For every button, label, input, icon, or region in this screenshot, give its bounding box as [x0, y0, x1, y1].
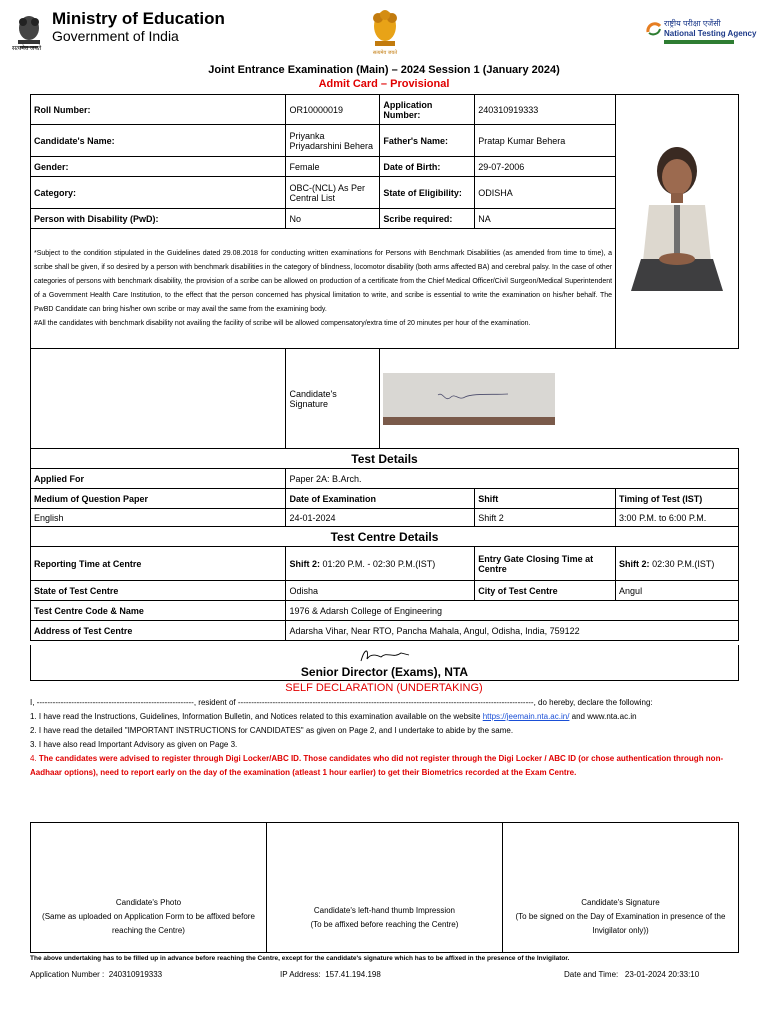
declaration-line-4: 4. The candidates were advised to register through Digi Locker/ABC ID. Those candidates who did not register through the Digi Locker / ABC ID (or chose authentication through non-Aadhaar options), need to report early on the day of the examination (atleast 1 hour earlier) to get their Biometrics recorded at the Exam Centre.	[30, 754, 724, 777]
admit-card-table	[30, 94, 739, 641]
shift-label: Shift	[475, 489, 616, 509]
shift-value: Shift 2	[475, 509, 616, 527]
centre-address-value: Adarsha Vihar, Near RTO, Pancha Mahala, Angul, Odisha, India, 759122	[286, 621, 739, 641]
signature-blank-cell	[31, 349, 286, 449]
category-label: Category:	[31, 177, 286, 209]
undertaking-footnote: The above undertaking has to be filled up in advance before reaching the Centre, except for the candidate's signature which has to be affixed in the presence of the Invigilator.	[30, 955, 570, 962]
gate-closing-value: Shift 2: 02:30 P.M.(IST)	[616, 547, 739, 581]
signature-box-title: Candidate's Signature	[581, 898, 660, 907]
pwd-note-1: *Subject to the condition stipulated in the Guidelines dated 29.08.2018 for conducting written examinations for Persons with Benchmark Disabilities (as amended from time to time), a scribe shall be given, if so desired by a person with benchmark disabilities in the category of blindness, locomotor disability (both arms affected BA) and cerebral palsy. In the case of other categories of persons with benchmark disability, the provision of a scribe can be allowed on production of a certificate from the Chief Medical Officer/Civil Surgeon/Medical Superintendent of a Government Health Care Institution, to the effect that the person concerned has physical limitation to write, and scribe is essential to write the examination on his/her behalf. The PwBD Candidate can bring his/her own scribe or may avail the same from the examining body.	[34, 249, 613, 313]
eligibility-label: State of Eligibility:	[380, 177, 475, 209]
nta-hindi-name: राष्ट्रीय परीक्षा एजेंसी	[664, 19, 721, 28]
ministry-title: Ministry of Education	[52, 9, 225, 28]
government-subtitle: Government of India	[52, 28, 179, 44]
centre-code-value: 1976 & Adarsh College of Engineering	[286, 601, 739, 621]
signature-box-note: (To be signed on the Day of Examination in presence of the Invigilator only))	[515, 912, 726, 935]
dob-label: Date of Birth:	[380, 157, 475, 177]
jeemain-website-link[interactable]: https://jeemain.nta.ac.in/	[482, 712, 570, 721]
nta-underline	[664, 40, 734, 44]
exam-date-value: 24-01-2024	[286, 509, 475, 527]
candidate-photo-cell	[616, 95, 739, 349]
signature-box	[502, 823, 738, 953]
photo-box-note: (Same as uploaded on Application Form to be affixed before reaching the Centre)	[42, 912, 255, 935]
thumb-box-title: Candidate's left-hand thumb Impression	[313, 906, 456, 915]
centre-code-label: Test Centre Code & Name	[31, 601, 286, 621]
declaration-title: SELF DECLARATION (UNDERTAKING)	[285, 682, 483, 694]
candidate-name-label: Candidate's Name:	[31, 125, 286, 157]
page-header	[0, 0, 768, 62]
admit-card-title: Admit Card – Provisional	[318, 78, 450, 90]
test-centre-title: Test Centre Details	[31, 527, 739, 547]
declaration-line-3: 3. I have also read Important Advisory as given on Page 3.	[30, 740, 238, 749]
scribe-label: Scribe required:	[380, 209, 475, 229]
footer-date-time: Date and Time: 23-01-2024 20:33:10	[564, 970, 700, 979]
test-details-title: Test Details	[31, 449, 739, 469]
timing-value: 3:00 P.M. to 6:00 P.M.	[616, 509, 739, 527]
gate-closing-label: Entry Gate Closing Time at Centre	[475, 547, 616, 581]
moe-motto: सत्यमेव जयते	[12, 46, 42, 52]
undertaking-boxes	[30, 822, 739, 953]
footer-application-number: Application Number : 240310919333	[30, 970, 163, 979]
declaration-line-1: 1. I have read the Instructions, Guidelines, Information Bulletin, and Notices related to this examination available on the website https://jeemain.nta.ac.in/ and www.nta.ac.in	[30, 712, 637, 721]
roll-number-value: OR10000019	[286, 95, 380, 125]
pwd-note	[31, 229, 616, 349]
page-footer	[30, 970, 740, 979]
reporting-time-value: Shift 2: 01:20 P.M. - 02:30 P.M.(IST)	[286, 547, 475, 581]
candidate-signature-image	[383, 373, 555, 425]
photo-box	[31, 823, 267, 953]
dob-value: 29-07-2006	[475, 157, 616, 177]
director-signature-scribble	[355, 645, 415, 665]
centre-address-label: Address of Test Centre	[31, 621, 286, 641]
father-name-value: Pratap Kumar Behera	[475, 125, 616, 157]
eligibility-value: ODISHA	[475, 177, 616, 209]
pwd-note-2: #All the candidates with benchmark disability not availing the facility of scribe will be allowed compensatory/extra time of 20 minutes per hour of the examination.	[34, 319, 531, 327]
signature-scribble	[383, 373, 555, 425]
declaration-line-2: 2. I have read the detailed "IMPORTANT INSTRUCTIONS for CANDIDATES" as given on Page 2, and I undertake to abide by the same.	[30, 726, 514, 735]
declaration-body	[30, 696, 740, 780]
centre-state-value: Odisha	[286, 581, 475, 601]
centre-state-label: State of Test Centre	[31, 581, 286, 601]
father-name-label: Father's Name:	[380, 125, 475, 157]
applied-for-label: Applied For	[31, 469, 286, 489]
director-signature-block	[30, 645, 739, 681]
centre-city-value: Angul	[616, 581, 739, 601]
applied-for-value: Paper 2A: B.Arch.	[286, 469, 739, 489]
exam-date-label: Date of Examination	[286, 489, 475, 509]
nta-logo-icon	[646, 20, 662, 36]
photo-box-title: Candidate's Photo	[115, 898, 182, 907]
exam-title: Joint Entrance Examination (Main) – 2024 Session 1 (January 2024)	[208, 64, 560, 76]
nta-logo	[646, 18, 756, 38]
timing-label: Timing of Test (IST)	[616, 489, 739, 509]
declaration-line-0: I, -----------------------------------------------------------, resident of ---------------------------------------------------------------------------------------------------------------, do hereby, declare the following:	[30, 698, 653, 707]
thumb-box-note: (To be affixed before reaching the Centre)	[310, 920, 459, 929]
candidate-name-value: Priyanka Priyadarshini Behera	[286, 125, 380, 157]
reporting-time-label: Reporting Time at Centre	[31, 547, 286, 581]
centre-city-label: City of Test Centre	[475, 581, 616, 601]
signature-label: Candidate's Signature	[286, 349, 380, 449]
director-signature	[31, 645, 738, 665]
emblem-motto: सत्यमेव जयते	[372, 50, 398, 56]
director-title: Senior Director (Exams), NTA	[300, 665, 469, 679]
application-number-value: 240310919333	[475, 95, 616, 125]
medium-value: English	[31, 509, 286, 527]
footer-ip-address: IP Address: 157.41.194.198	[280, 970, 381, 979]
thumb-box	[266, 823, 502, 953]
gender-label: Gender:	[31, 157, 286, 177]
category-value: OBC-(NCL) As Per Central List	[286, 177, 380, 209]
pwd-value: No	[286, 209, 380, 229]
medium-label: Medium of Question Paper	[31, 489, 286, 509]
nta-english-name: National Testing Agency	[664, 29, 757, 38]
gender-value: Female	[286, 157, 380, 177]
signature-image-cell	[380, 349, 739, 449]
application-number-label: Application Number:	[380, 95, 475, 125]
pwd-label: Person with Disability (PwD):	[31, 209, 286, 229]
roll-number-label: Roll Number:	[31, 95, 286, 125]
scribe-value: NA	[475, 209, 616, 229]
ministry-logo	[12, 10, 225, 54]
candidate-photo	[627, 141, 727, 301]
